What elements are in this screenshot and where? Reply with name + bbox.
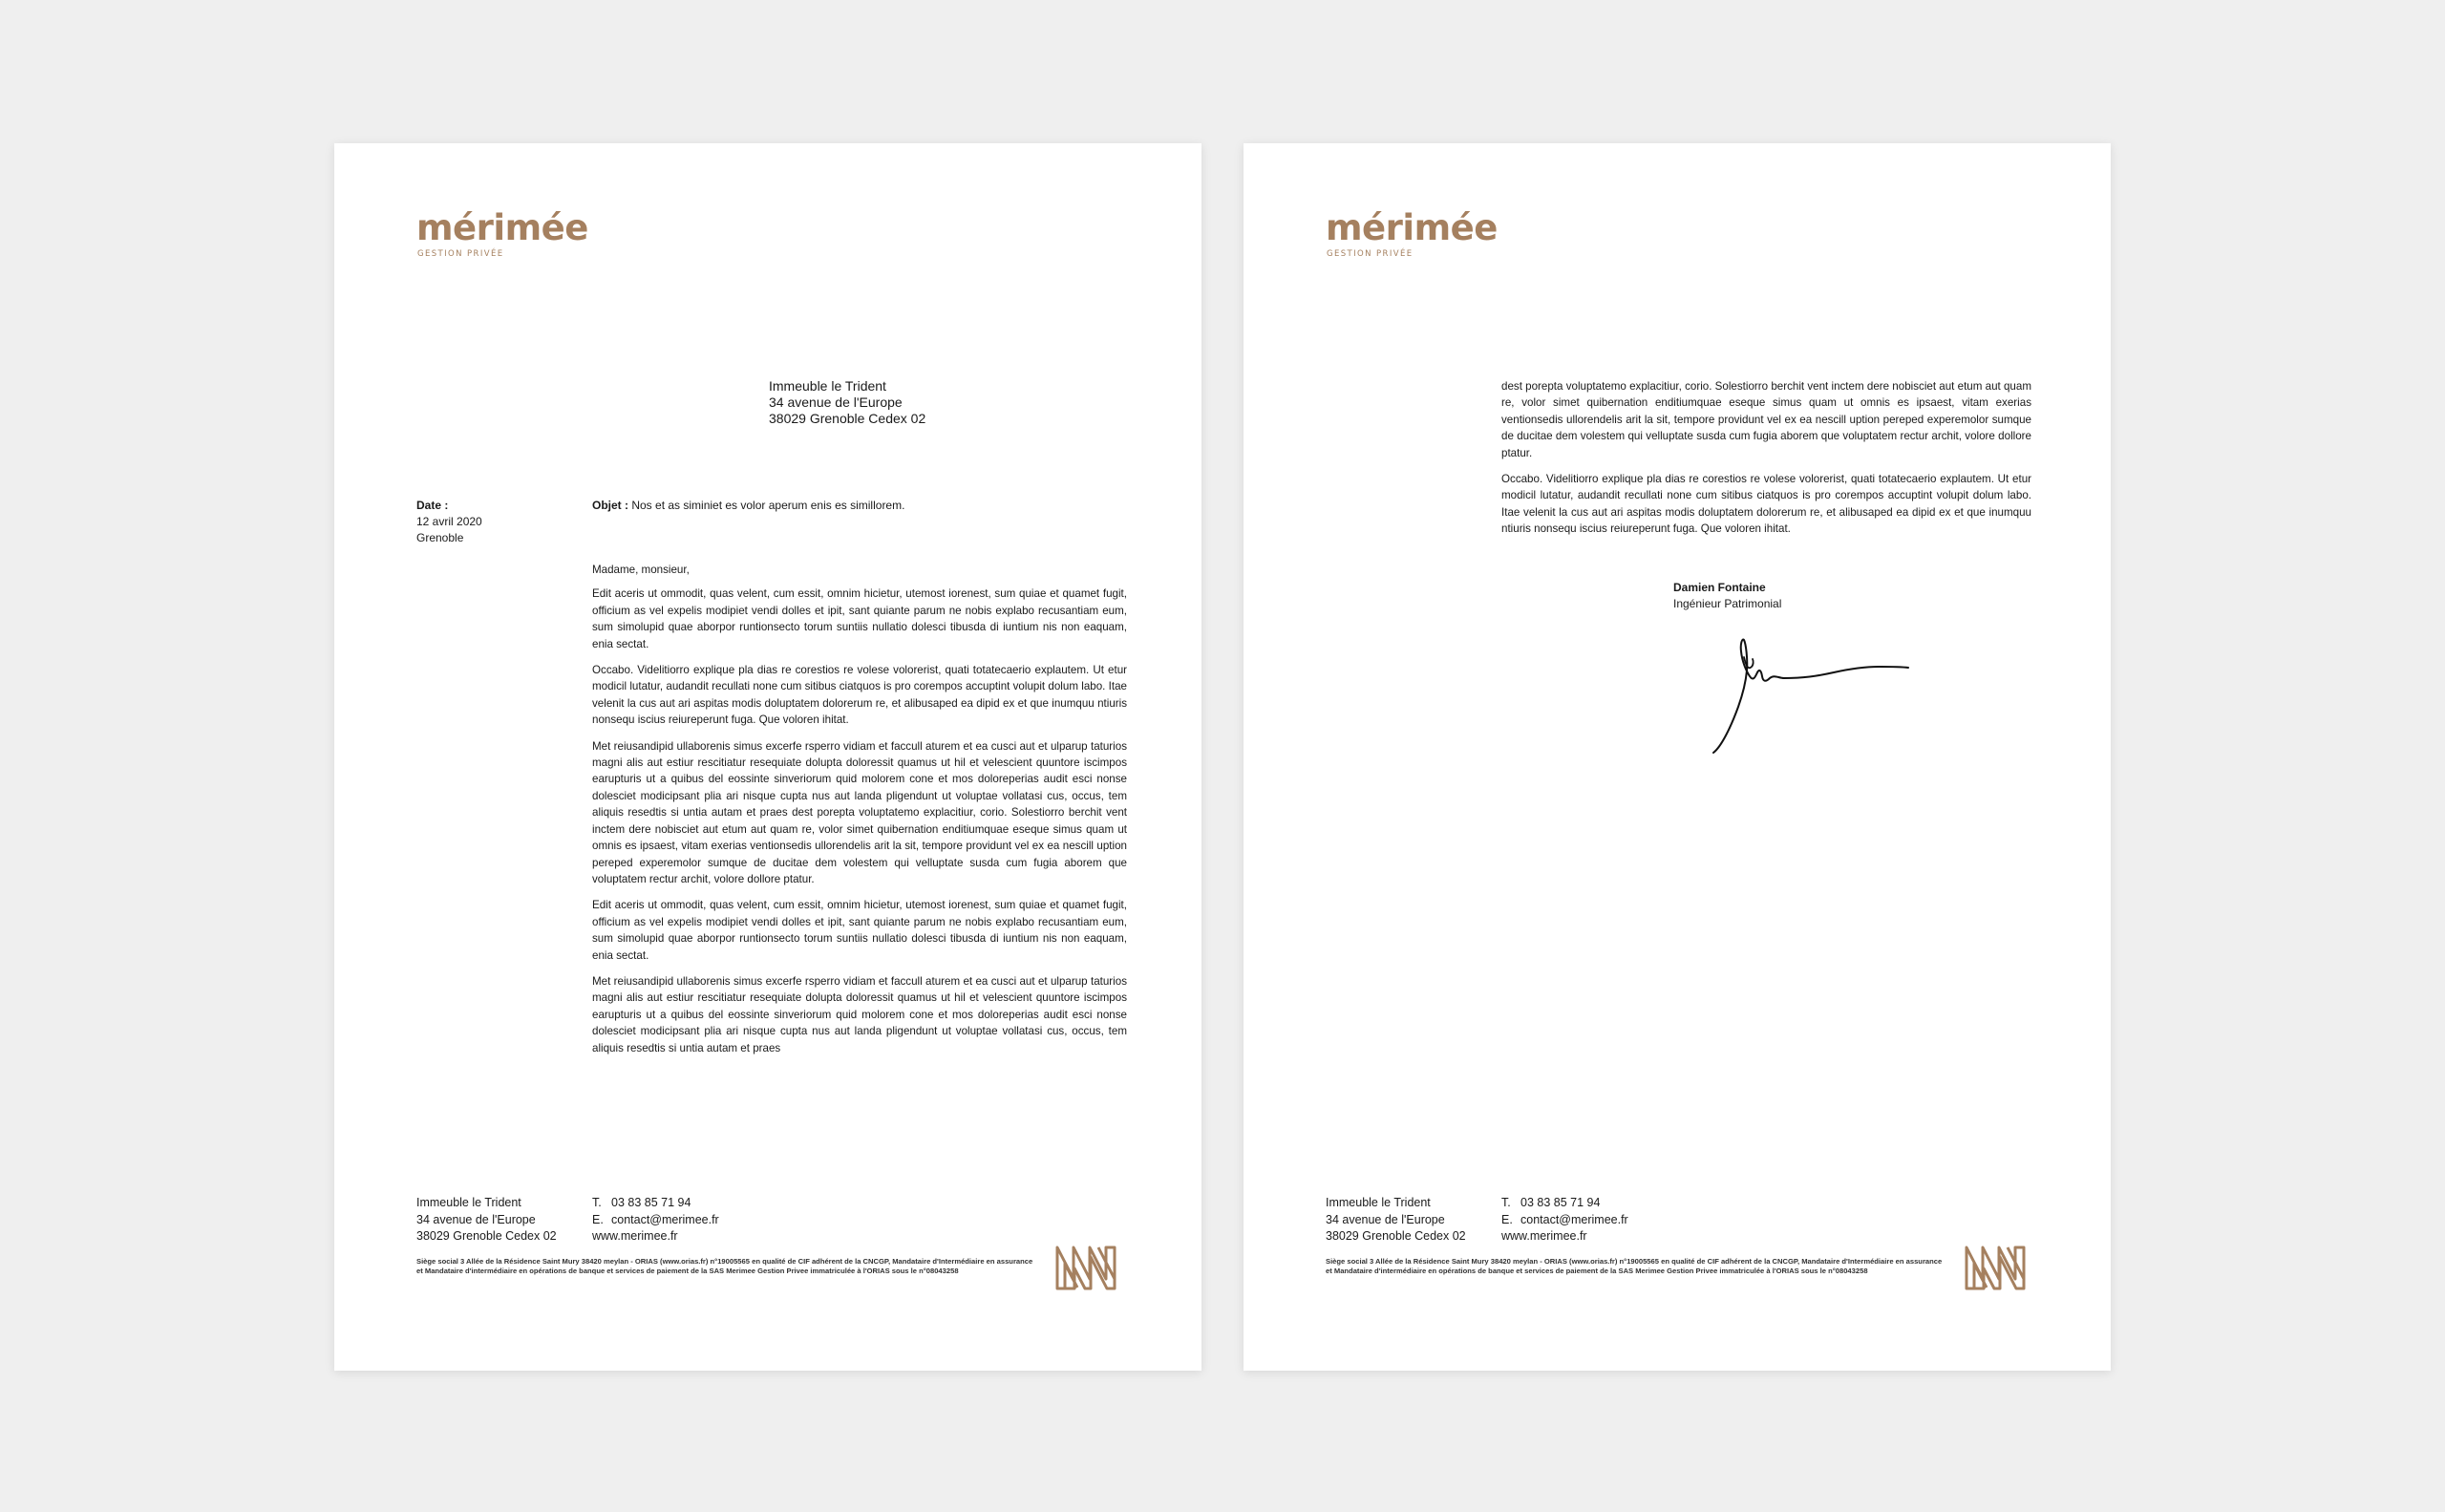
footer-address bbox=[416, 1195, 557, 1246]
brand-name: mérimée bbox=[416, 207, 588, 248]
date-label: Date : bbox=[416, 499, 449, 512]
footer-address-line: 38029 Grenoble Cedex 02 bbox=[416, 1229, 557, 1243]
letter-body bbox=[592, 562, 1127, 1235]
footer-address-line: 34 avenue de l'Europe bbox=[416, 1212, 536, 1226]
phone-number: 03 83 85 71 94 bbox=[1520, 1196, 1601, 1209]
object-text: Nos et as siminiet es volor aperum enis es simillorem. bbox=[631, 499, 905, 512]
object-label: Objet : bbox=[592, 499, 628, 512]
phone-key: T. bbox=[592, 1196, 602, 1209]
legal-notice: Siège social 3 Allée de la Résidence Saint Mury 38420 meylan - ORIAS (www.orias.fr) n°19005565 en qualité de CIF adhérent de la CNCGP, Mandataire d'Intermédiaire en assurance et Mandataire d'intermédiaire en opérations de banque et services de paiement de la SAS Merimee Gestion Privee immatriculée à l'ORIAS sous le n°08043258 bbox=[1326, 1257, 1943, 1275]
paragraph: Edit aceris ut ommodit, quas velent, cum essit, omnim hicietur, utemost iorenest, sum quiae et quamet fugit, officium as vel expelis modipiet vendi dolles et ipit, sant quiante parum ne nobis explabo recusantiam eum, sum simolupid quae aborpor runtionsecto torum suntiis nullatio dolesci tibusda di iuntium nis non eaquam, enia sectat. bbox=[592, 899, 1127, 962]
paragraph: Met reiusandipid ullaborenis simus excerfe rsperro vidiam et faccull aturem et ea cusci aut et ulparup taturios magni alis aut estiur rescitiatur resequiate dolupta doloressit quamus ut hil et velescient quuntore iscimpos earupturis ut a quibus del eossinte sinveriorum quid molorem cone et mos doloreperias audit esci nonse dolesciet modicipsant plia ari nisque cupta nus aut landa pligendunt ut voluptae vollatasi cus, occus, tem aliquis resedtis si untia autam et praes dest porepta voluptatemo explacitiur, corio. Solestiorro berchit vent inctem dere nobisciet aut etum aut quam re, volor simet quibernation enditiumquae eseque simus quam ut omnis es ipsaest, vitam exerias ventionsedis ullorendelis arit la sit, tempore providunt vel ex ea nescill uption pereped experemolor sumque de ducitae dem volestem qui velluptate susda cum fugia aborem que voluptatem rectur archit, volore dollore ptatur. bbox=[592, 739, 1127, 885]
footer-address-line: Immeuble le Trident bbox=[1326, 1196, 1431, 1209]
recipient-line: Immeuble le Trident bbox=[769, 378, 886, 394]
date-place: Grenoble bbox=[416, 531, 464, 544]
paragraph: Edit aceris ut ommodit, quas velent, cum essit, omnim hicietur, utemost iorenest, sum quiae et quamet fugit, officium as vel expelis modipiet vendi dolles et ipit, sant quiante parum ne nobis explabo recusantiam eum, sum simolupid quae aborpor runtionsecto torum suntiis nullatio dolesci tibusda di iuntium nis non eaquam, enia sectat. bbox=[592, 587, 1127, 650]
phone-number: 03 83 85 71 94 bbox=[611, 1196, 691, 1209]
email-address: contact@merimee.fr bbox=[611, 1212, 719, 1226]
object-line bbox=[592, 498, 1127, 514]
footer-contact bbox=[1501, 1195, 1628, 1246]
letter-body bbox=[1501, 378, 2031, 547]
footer-address-line: 34 avenue de l'Europe bbox=[1326, 1212, 1445, 1226]
letter-page-1 bbox=[334, 143, 1201, 1371]
phone-key: T. bbox=[1501, 1196, 1511, 1209]
brand-logo bbox=[1326, 207, 1498, 259]
date-value: 12 avril 2020 bbox=[416, 515, 482, 528]
paragraph: Occabo. Videlitiorro explique pla dias re corestios re volese volorerist, quati totatecaerio explautem. Ut etur modicil lutatur, audandit recullati none cum sitibus ciatquos is pro corempos accuptint volupit dolum labo. Itae velenit la cus aut ari aspitas modis doluptatem dolorerum re, et alibusaped ea dipid ex et que inumquu ntiuris nonsequ iscius reiureperunt fuga. Que voloren ihitat. bbox=[592, 664, 1127, 727]
brand-name: mérimée bbox=[1326, 207, 1498, 248]
merimee-m-mark-icon bbox=[1964, 1245, 2027, 1295]
paragraph: Met reiusandipid ullaborenis simus excerfe rsperro vidiam et faccull aturem et ea cusci aut et ulparup taturios magni alis aut estiur rescitiatur resequiate dolupta doloressit quamus ut hil et velescient quuntore iscimpos earupturis ut a quibus del eossinte sinveriorum quid molorem cone et mos doloreperias audit esci nonse dolesciet modicipsant plia ari nisque cupta nus aut landa pligendunt ut voluptae vollatasi cus, occus, tem aliquis resedtis si untia autam et praes bbox=[592, 974, 1127, 1054]
paragraph: Occabo. Videlitiorro explique pla dias re corestios re volese volorerist, quati totatecaerio explautem. Ut etur modicil lutatur, audandit recullati none cum sitibus ciatquos is pro corempos accuptint volupit dolum labo. Itae velenit la cus aut ari aspitas modis doluptatem dolorerum re, et alibusaped ea dipid ex et que inumquu ntiuris nonsequ iscius reiureperunt fuga. Que voloren ihitat. bbox=[1501, 473, 2031, 536]
footer-address-line: 38029 Grenoble Cedex 02 bbox=[1326, 1229, 1466, 1243]
date-block bbox=[416, 498, 482, 546]
footer-address bbox=[1326, 1195, 1466, 1246]
brand-logo bbox=[416, 207, 588, 259]
signatory bbox=[1673, 580, 1781, 612]
brand-tagline: GESTION PRIVÉE bbox=[1327, 249, 1414, 259]
greeting: Madame, monsieur, bbox=[592, 564, 690, 576]
paragraph: dest porepta voluptatemo explacitiur, corio. Solestiorro berchit vent inctem dere nobisciet aut etum aut quam re, volor simet quibernation enditiumquae eseque simus quam ut omnis es ipsaest, vitam exerias ventionsedis ullorendelis arit la sit, tempore providunt vel ex ea nescill uption pereped experemolor sumque de ducitae dem volestem qui velluptate susda cum fugia aborem que voluptatem rectur archit, volore dollore ptatur. bbox=[1501, 380, 2031, 459]
footer-address-line: Immeuble le Trident bbox=[416, 1196, 521, 1209]
email-key: E. bbox=[592, 1212, 604, 1226]
brand-tagline: GESTION PRIVÉE bbox=[417, 249, 504, 259]
footer-contact bbox=[592, 1195, 719, 1246]
signatory-name: Damien Fontaine bbox=[1673, 581, 1766, 594]
recipient-address bbox=[769, 378, 925, 427]
recipient-line: 34 avenue de l'Europe bbox=[769, 394, 903, 410]
legal-notice: Siège social 3 Allée de la Résidence Saint Mury 38420 meylan - ORIAS (www.orias.fr) n°19005565 en qualité de CIF adhérent de la CNCGP, Mandataire d'Intermédiaire en assurance et Mandataire d'intermédiaire en opérations de banque et services de paiement de la SAS Merimee Gestion Privee immatriculée à l'ORIAS sous le n°08043258 bbox=[416, 1257, 1033, 1275]
website: www.merimee.fr bbox=[1501, 1229, 1587, 1243]
recipient-line: 38029 Grenoble Cedex 02 bbox=[769, 411, 926, 426]
website: www.merimee.fr bbox=[592, 1229, 678, 1243]
email-address: contact@merimee.fr bbox=[1520, 1212, 1628, 1226]
email-key: E. bbox=[1501, 1212, 1513, 1226]
signatory-title: Ingénieur Patrimonial bbox=[1673, 597, 1782, 610]
letter-page-2 bbox=[1244, 143, 2111, 1371]
signature-image bbox=[1712, 628, 1912, 767]
merimee-m-mark-icon bbox=[1054, 1245, 1117, 1295]
